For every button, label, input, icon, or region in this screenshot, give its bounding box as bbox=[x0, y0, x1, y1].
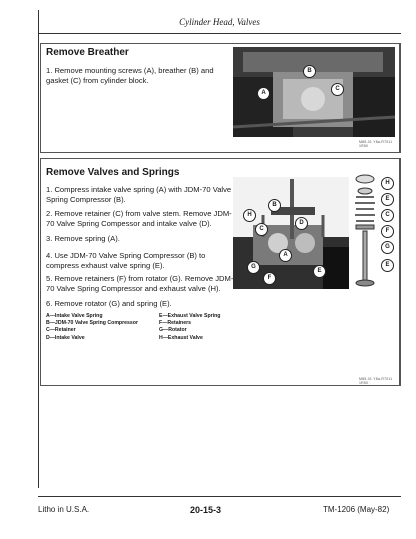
diagram-callout-h: H bbox=[381, 177, 394, 190]
legend-b: B—JDM-70 Valve Spring Compressor bbox=[46, 320, 138, 327]
step-1-remove-breather: 1. Remove mounting screws (A), breather (B) and gasket (C) from cylinder block. bbox=[46, 66, 214, 85]
step-5-remove-retainers: 5. Remove retainers (F) from rotator (G). Remove JDM-70 Valve Spring Compressor and exhaust valve (H). bbox=[46, 274, 234, 293]
photo-callout-g: G bbox=[247, 261, 260, 274]
photo-callout-d: D bbox=[295, 217, 308, 230]
legend-h: H—Exhaust Valve bbox=[159, 334, 203, 341]
header-rule bbox=[38, 33, 401, 34]
step-6-remove-rotator: 6. Remove rotator (G) and spring (E). bbox=[46, 299, 172, 308]
callout-b: B bbox=[303, 65, 316, 78]
diagram-callout-f: F bbox=[381, 225, 394, 238]
diagram-callout-g: G bbox=[381, 241, 394, 254]
footer-left: Litho in U.S.A. bbox=[38, 505, 90, 514]
legend-a: A—Intake Valve Spring bbox=[46, 313, 103, 319]
photo-callout-b: B bbox=[268, 199, 281, 212]
step-3-remove-spring: 3. Remove spring (A). bbox=[46, 234, 120, 243]
callout-a: A bbox=[257, 87, 270, 100]
breather-photo bbox=[233, 47, 395, 137]
step-2-remove-retainer: 2. Remove retainer (C) from valve stem. Remove JDM-70 Valve Spring Compessor and intake valve (D). bbox=[46, 209, 232, 228]
legend-e: E—Exhaust Valve Spring bbox=[159, 313, 221, 319]
legend-right bbox=[159, 313, 259, 342]
diagram-callout-c: C bbox=[381, 209, 394, 222]
diagram-callout-e: E bbox=[381, 193, 394, 206]
footer-right: TM-1206 (May-82) bbox=[323, 505, 390, 514]
left-margin-rule bbox=[38, 10, 39, 488]
section-title-remove-valves: Remove Valves and Springs bbox=[46, 167, 180, 178]
legend-c: C—Retainer bbox=[46, 327, 76, 334]
photo-caption: M85-01 Y8a-R7011 1R50 bbox=[359, 140, 393, 148]
valves-photo-caption: M85-01 Y8a-R7011 1R50 bbox=[359, 377, 393, 385]
valve-assembly-diagram bbox=[351, 167, 397, 297]
remove-valves-section bbox=[40, 158, 401, 386]
remove-breather-section bbox=[40, 43, 401, 153]
page-header-title: Cylinder Head, Valves bbox=[179, 17, 260, 27]
section-title-remove-breather: Remove Breather bbox=[46, 47, 129, 58]
photo-callout-h: H bbox=[243, 209, 256, 222]
callout-c: C bbox=[331, 83, 344, 96]
photo-callout-a: A bbox=[279, 249, 292, 262]
legend-f: F—Retainers bbox=[159, 320, 191, 327]
legend-d: D—Intake Valve bbox=[46, 334, 85, 341]
legend-g: G—Rotator bbox=[159, 327, 187, 334]
valve-spring-photo bbox=[233, 177, 349, 289]
photo-callout-c: C bbox=[255, 223, 268, 236]
legend-left bbox=[46, 313, 166, 342]
photo-callout-f: F bbox=[263, 272, 276, 285]
step-4-compress-exhaust: 4. Use JDM-70 Valve Spring Compressor (B) to compress exhaust valve spring (E). bbox=[46, 251, 206, 270]
step-1-compress-spring: 1. Compress intake valve spring (A) with JDM-70 Valve Spring Compressor (B). bbox=[46, 185, 232, 204]
diagram-callout-e2: E bbox=[381, 259, 394, 272]
footer-page-number: 20-15-3 bbox=[190, 505, 222, 515]
footer-rule bbox=[38, 496, 401, 497]
photo-callout-e: E bbox=[313, 265, 326, 278]
